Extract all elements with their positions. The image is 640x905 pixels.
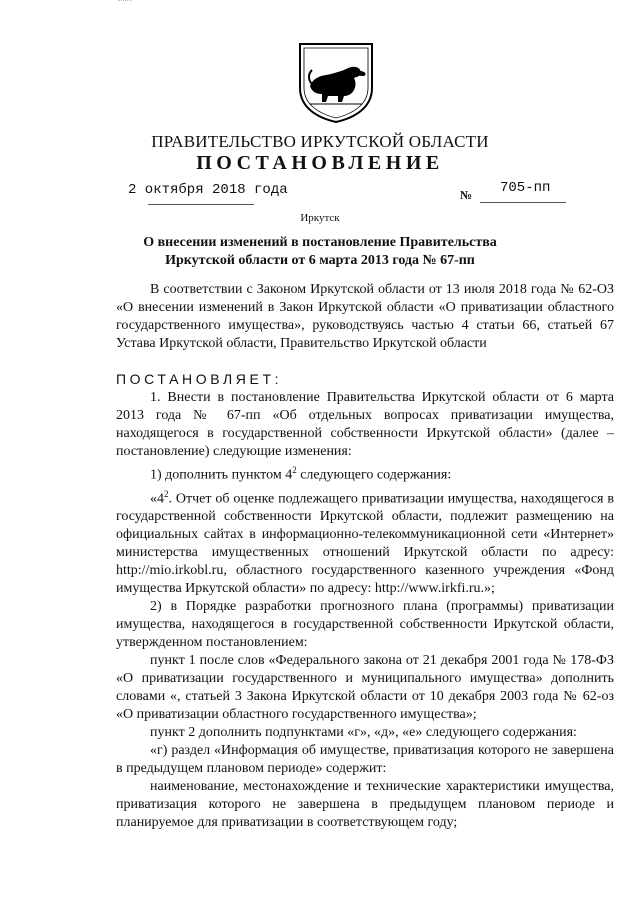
city-name: Иркутск	[300, 212, 340, 224]
document-type: ПОСТАНОВЛЕНИЕ	[196, 152, 444, 174]
paragraph-2-subitem-g-detail: наименование, местонахождение и технические характеристики имущества, приватизация которого не завершена в предыдущем плановом периоде и планируемое для приватизации в соответствующем году;	[116, 779, 614, 831]
paragraph-2-subitem-g: «г) раздел «Информация об имуществе, приватизация которого не завершена в предыдущем плановом периоде» содержит:	[116, 743, 614, 777]
paragraph-4-2-open: «4	[150, 491, 164, 507]
date-underline	[148, 204, 254, 205]
subitem-1-superscript: 2	[292, 465, 297, 475]
subitem-1-text: 1) дополнить пунктом 4	[150, 467, 293, 483]
paragraph-2-point-1: пункт 1 после слов «Федерального закона от 21 декабря 2001 года № 178-ФЗ «О приватизации государственного и муниципального имущества» дополнить словами «, статьей 3 Закона Иркутской области от 10 декабря 2003 года № 62-оз «О приватизации областного государственного имущества»;	[116, 653, 614, 723]
document-title	[0, 234, 640, 270]
irkutsk-coat-of-arms-icon	[296, 42, 376, 124]
document-date: 2 октября 2018 года	[128, 182, 288, 198]
subitem-1-tail: следующего содержания:	[296, 467, 452, 483]
paragraph-4-2	[116, 485, 614, 599]
decree-body	[116, 389, 614, 832]
preamble-block	[116, 281, 614, 353]
number-underline	[480, 202, 566, 203]
paragraph-1-subitem-1	[116, 461, 614, 485]
scan-speck	[118, 0, 132, 4]
title-line-2: Иркутской области от 6 марта 2013 года № 67-пп	[165, 253, 475, 268]
number-sign: №	[460, 188, 473, 202]
paragraph-4-2-text: . Отчет об оценке подлежащего приватизации имущества, находящегося в государственной собственности Иркутской области, подлежит размещению на официальных сайтах в информационно-телекоммуникационной сети «Интернет» министерства имущественных отношений Иркутской области по адресу: http://mio.irkobl.ru, областного государственного казенного учреждения «Фонд имущества Иркутской области» по адресу: http://www.irkfi.ru.»;	[116, 491, 614, 597]
paragraph-4-2-superscript: 2	[164, 488, 169, 499]
title-line-1: О внесении изменений в постановление Правительства	[143, 235, 497, 250]
government-name: ПРАВИТЕЛЬСТВО ИРКУТСКОЙ ОБЛАСТИ	[151, 132, 489, 151]
paragraph-2-point-2: пункт 2 дополнить подпунктами «г», «д», «е» следующего содержания:	[150, 725, 577, 741]
paragraph-2: 2) в Порядке разработки прогнозного плана (программы) приватизации имущества, находящегося в государственной собственности Иркутской области, утвержденном постановлением:	[116, 599, 614, 651]
preamble-text: В соответствии с Законом Иркутской области от 13 июля 2018 года № 62-ОЗ «О внесении изменений в Закон Иркутской области «О приватизации областного государственного имущества», руководствуясь частью 4 статьи 66, статьей 67 Устава Иркутской области, Правительство Иркутской области	[116, 282, 614, 351]
decree-word: ПОСТАНОВЛЯЕТ:	[116, 371, 283, 387]
paragraph-1: 1. Внести в постановление Правительства Иркутской области от 6 марта 2013 года № 67-пп «Об отдельных вопросах приватизации имущества, находящегося в государственной собственности Иркутской области» (далее – постановление) следующие изменения:	[116, 390, 614, 459]
document-number: 705-пп	[500, 180, 551, 196]
